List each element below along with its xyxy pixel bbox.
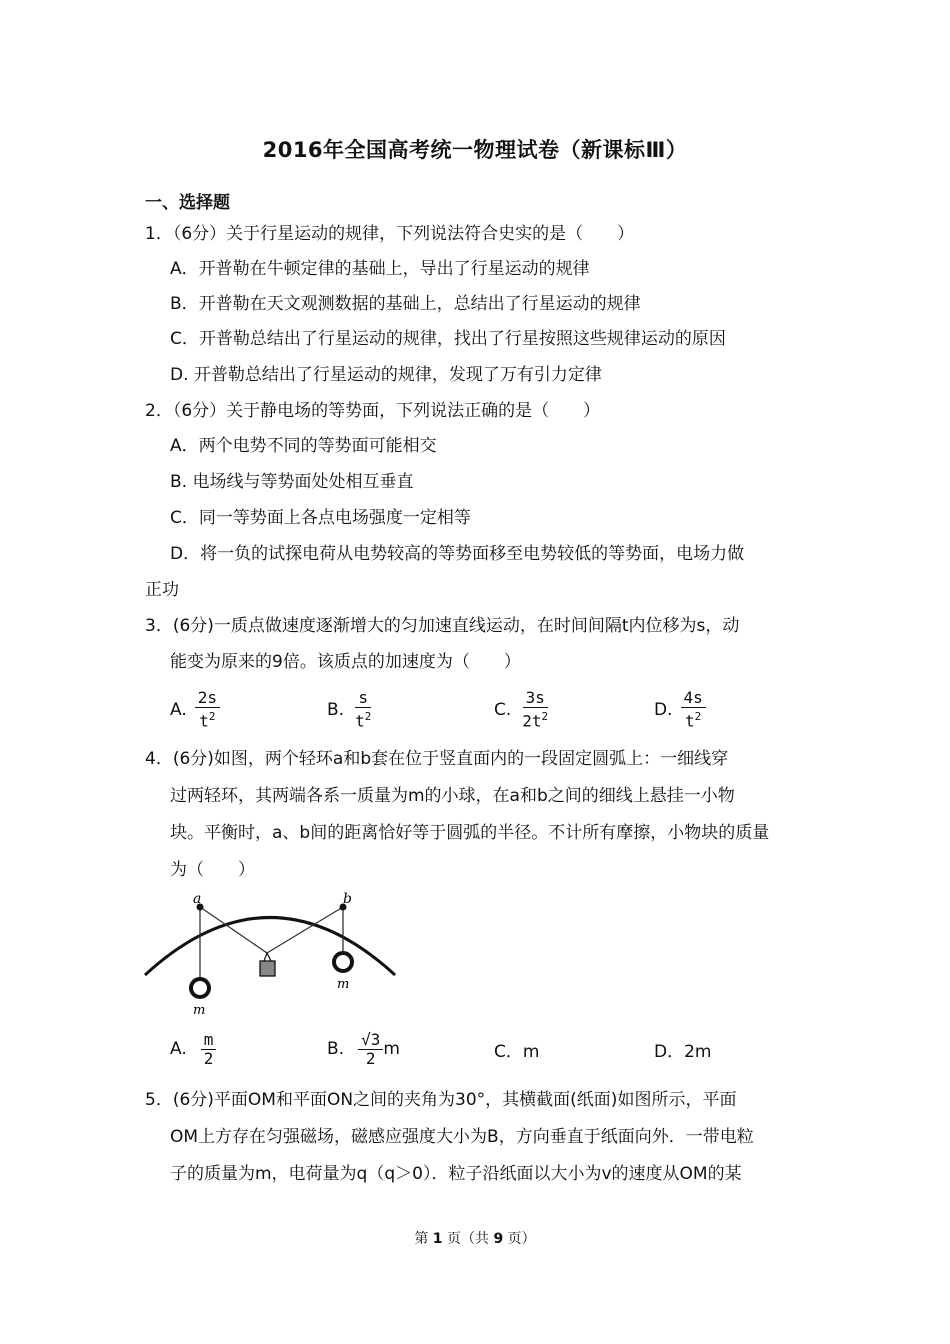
denominator <box>519 708 551 730</box>
fraction <box>519 689 551 730</box>
question-2-option-d: D．将一负的试探电荷从电势较高的等势面移至电势较低的等势面，电场力做 <box>170 544 745 564</box>
question-3-option-b <box>327 688 374 732</box>
question-4-stem: 4．(6分)如图，两个轻环a和b套在位于竖直面内的一段固定圆弧上：一细线穿 <box>145 749 729 769</box>
question-4-option-b <box>327 1027 400 1071</box>
right-mass-label: m <box>337 977 350 992</box>
block-hook <box>264 953 271 961</box>
section-heading: 一、选择题 <box>145 193 230 213</box>
denominator-base: t <box>355 711 365 731</box>
question-3-stem-continued: 能变为原来的9倍。该质点的加速度为（ ） <box>170 652 521 672</box>
question-1-option-d: D. 开普勒总结出了行星运动的规律，发现了万有引力定律 <box>170 365 602 385</box>
question-5-stem-line2: OM上方存在匀强磁场，磁感应强度大小为B，方向垂直于纸面向外．一带电粒 <box>170 1127 754 1147</box>
numerator: 4s <box>681 689 706 708</box>
question-4-stem-line4: 为（ ） <box>170 860 255 880</box>
numerator: s <box>355 689 371 708</box>
arc-rings-diagram <box>140 890 410 1020</box>
question-2-stem: 2．（6分）关于静电场的等势面，下列说法正确的是（ ） <box>145 401 601 421</box>
option-suffix: m <box>383 1039 400 1059</box>
exponent: 2 <box>541 710 549 724</box>
fraction <box>681 689 706 730</box>
page-footer <box>0 1228 950 1248</box>
footer-prefix: 第 <box>414 1231 429 1247</box>
ring-b-label: b <box>343 891 352 907</box>
question-3-option-d <box>654 688 706 732</box>
denominator <box>352 708 374 730</box>
fraction <box>352 689 374 730</box>
numerator: √3 <box>358 1031 383 1050</box>
denominator-base: 2t <box>522 711 542 731</box>
exponent: 2 <box>694 710 702 724</box>
denominator <box>196 708 218 730</box>
option-label: D. <box>654 700 673 720</box>
question-1-stem: 1．（6分）关于行星运动的规律，下列说法符合史实的是（ ） <box>145 224 635 244</box>
option-label: A. <box>170 700 187 720</box>
exponent: 2 <box>208 710 216 724</box>
numerator: 3s <box>523 689 548 708</box>
right-ball <box>334 953 352 971</box>
question-4-option-c: C．m <box>494 1041 540 1062</box>
numerator: m <box>201 1031 217 1050</box>
footer-suffix: 页） <box>507 1231 536 1247</box>
question-3-stem: 3．(6分)一质点做速度逐渐增大的匀加速直线运动，在时间间隔t内位移为s，动 <box>145 616 740 636</box>
left-mass-label: m <box>193 1003 206 1018</box>
denominator-base: t <box>199 711 209 731</box>
question-4-option-d: D．2m <box>654 1041 712 1062</box>
page-title: 2016年全国高考统一物理试卷（新课标Ⅲ） <box>262 138 688 162</box>
exponent: 2 <box>364 710 372 724</box>
question-4-option-a <box>170 1027 216 1071</box>
ring-a-label: a <box>193 891 202 907</box>
denominator: 2 <box>203 1048 214 1068</box>
question-2-option-b: B. 电场线与等势面处处相互垂直 <box>170 472 414 492</box>
option-label: C. <box>494 700 512 720</box>
question-3-option-c <box>494 688 551 732</box>
footer-middle: 页（共 <box>447 1231 489 1247</box>
question-3-option-a <box>170 688 220 732</box>
question-2-option-a: A．两个电势不同的等势面可能相交 <box>170 436 437 456</box>
fraction <box>358 1031 383 1068</box>
question-4-stem-line3: 块。平衡时，a、b间的距离恰好等于圆弧的半径。不计所有摩擦，小物块的质量 <box>170 823 770 843</box>
question-5-stem-line3: 子的质量为m，电荷量为q（q＞0）．粒子沿纸面以大小为v的速度从OM的某 <box>170 1164 742 1184</box>
fraction <box>201 1031 217 1068</box>
question-5-stem: 5．(6分)平面OM和平面ON之间的夹角为30°，其横截面(纸面)如图所示，平面 <box>145 1090 737 1110</box>
option-label: B. <box>327 700 345 720</box>
question-2-option-d-continued: 正功 <box>145 580 179 600</box>
option-label: A. <box>170 1039 187 1059</box>
total-page-count: 9 <box>493 1231 504 1247</box>
question-2-option-c: C．同一等势面上各点电场强度一定相等 <box>170 508 471 528</box>
denominator: 2 <box>365 1048 376 1068</box>
question-4-stem-line2: 过两轻环，其两端各系一质量为m的小球，在a和b之间的细线上悬挂一小物 <box>170 786 735 806</box>
numerator: 2s <box>195 689 220 708</box>
fraction <box>195 689 220 730</box>
question-1-option-c: C．开普勒总结出了行星运动的规律，找出了行星按照这些规律运动的原因 <box>170 329 726 349</box>
current-page-number: 1 <box>432 1231 443 1247</box>
denominator-base: t <box>685 711 695 731</box>
hanging-block <box>260 961 275 976</box>
option-label: B. <box>327 1039 345 1059</box>
denominator <box>682 708 704 730</box>
question-1-option-b: B．开普勒在天文观测数据的基础上，总结出了行星运动的规律 <box>170 294 641 314</box>
question-1-option-a: A．开普勒在牛顿定律的基础上，导出了行星运动的规律 <box>170 259 590 279</box>
left-ball <box>191 979 209 997</box>
